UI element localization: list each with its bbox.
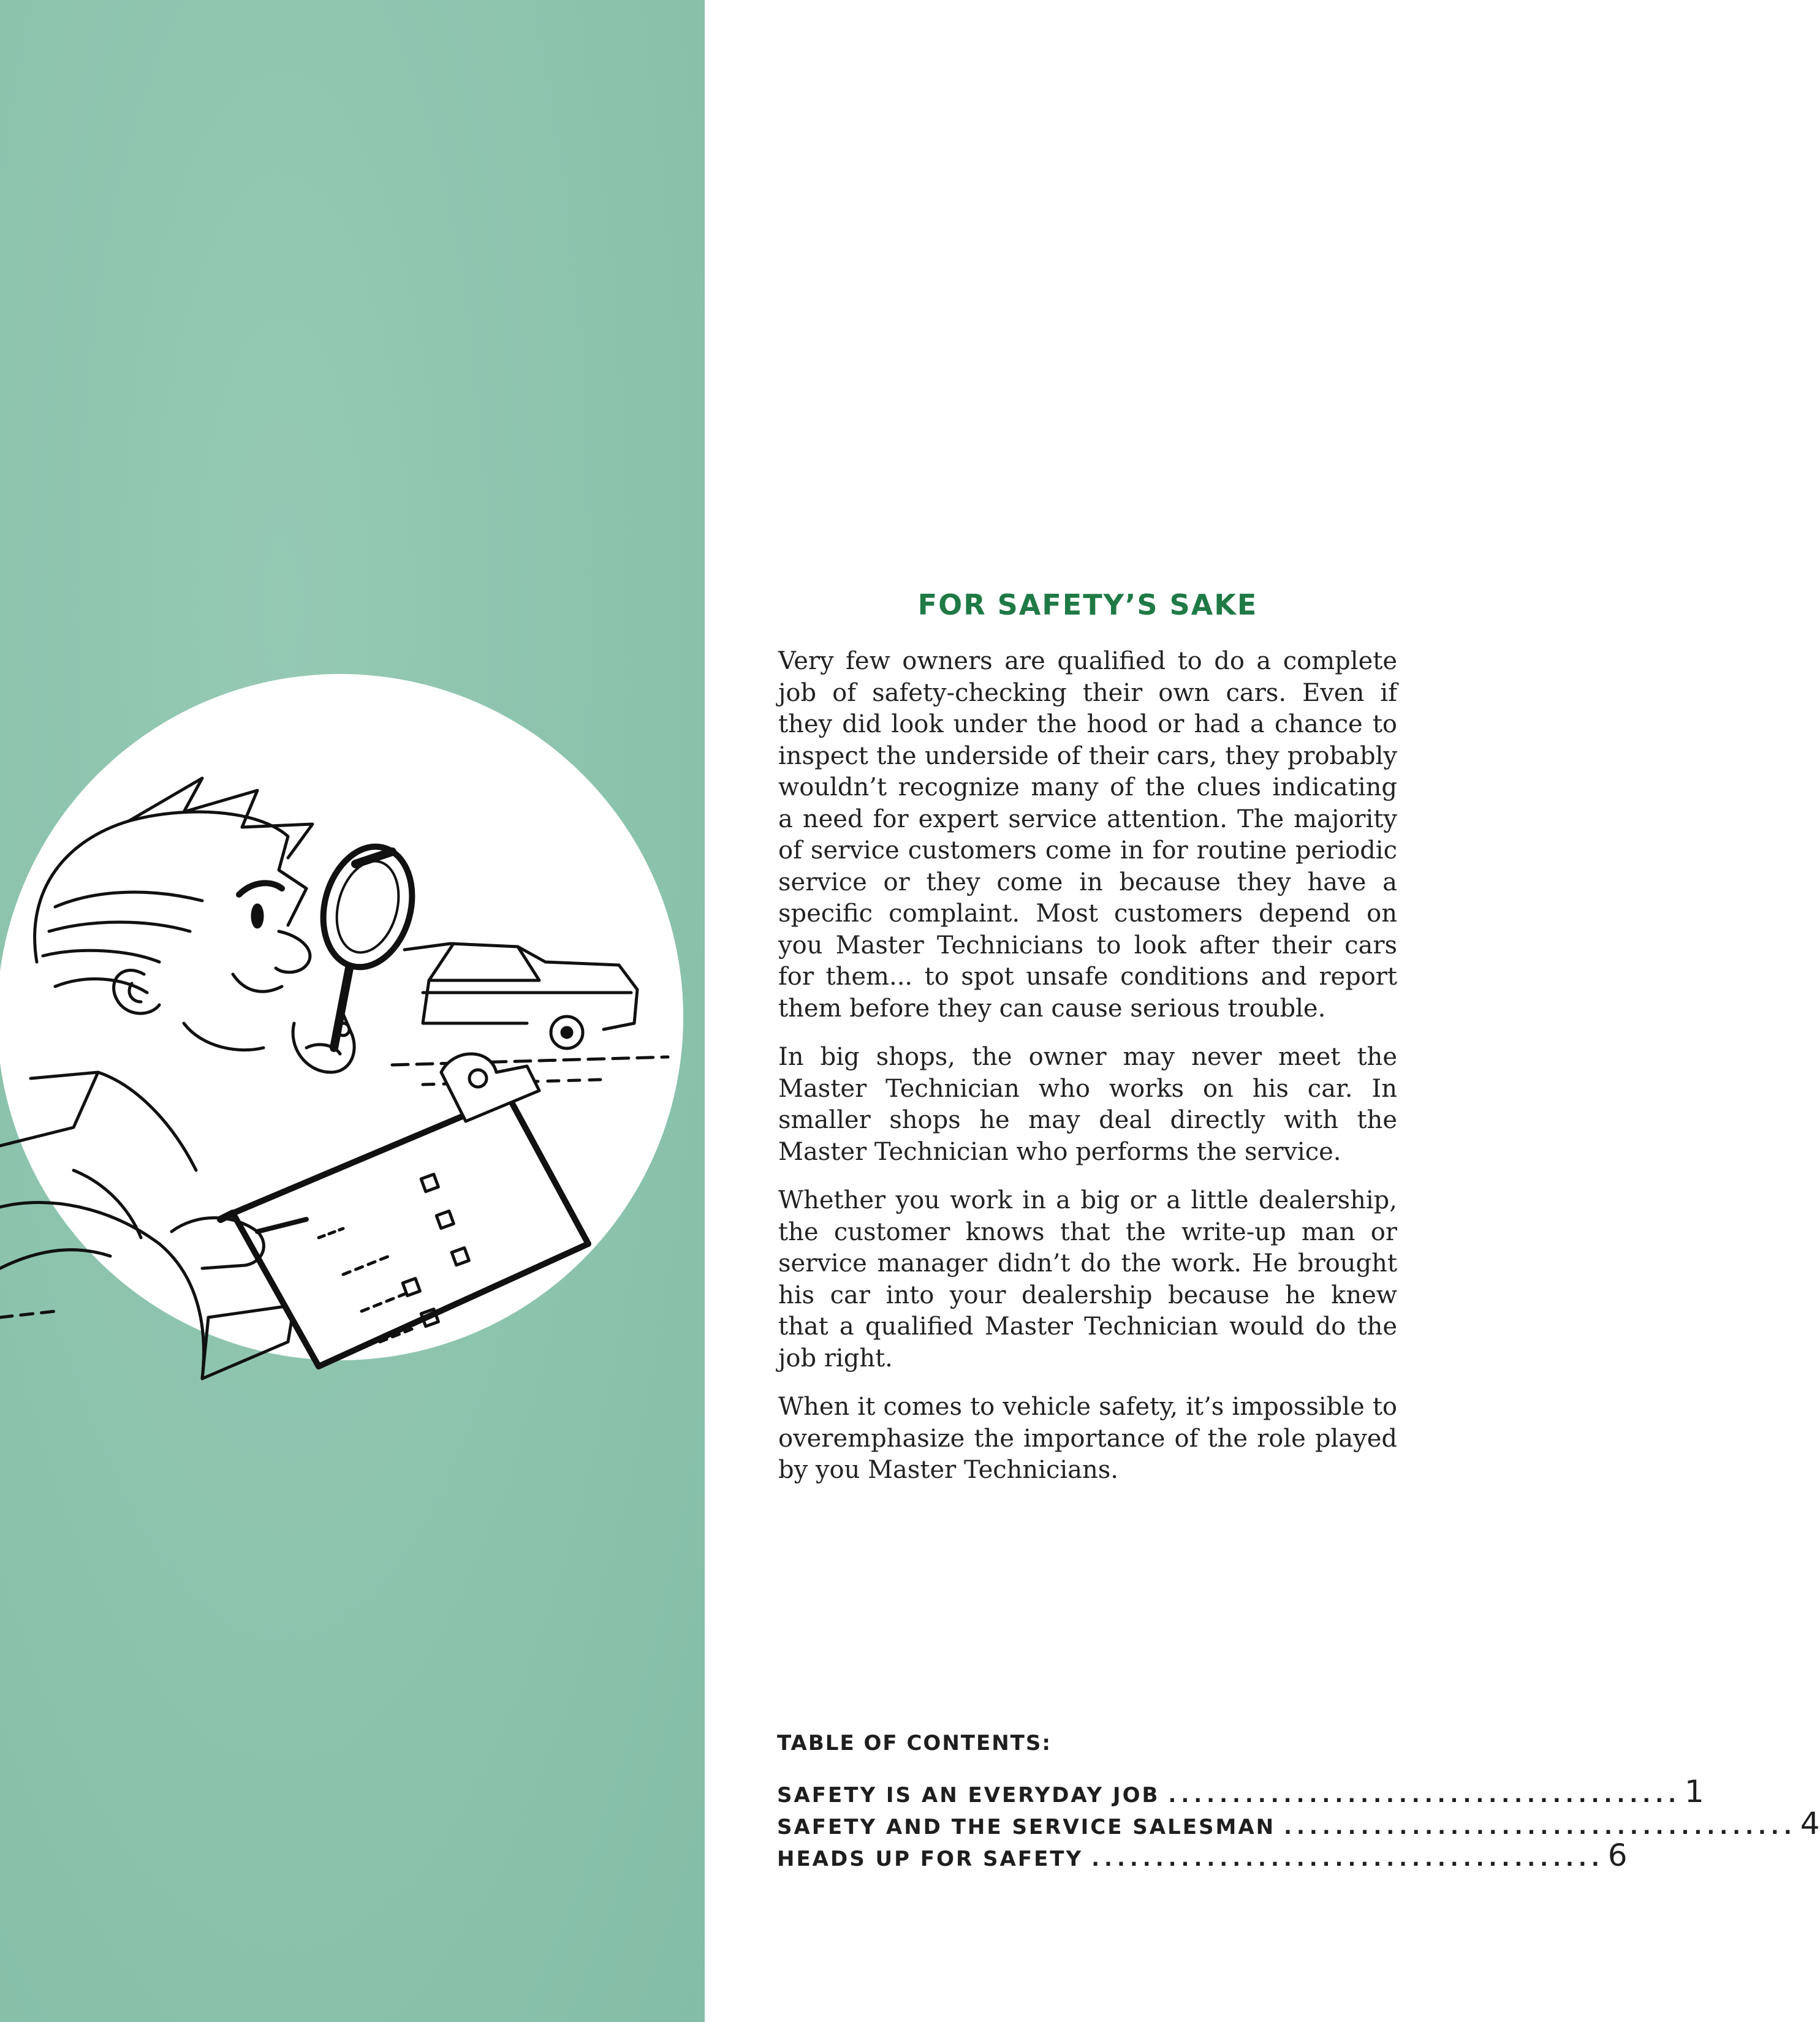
article-paragraph-2: In big shops, the owner may never meet the Master Technician who works on his car. In smaller shops he may deal directly with the Master Technician who performs the service. bbox=[778, 1043, 1397, 1166]
toc-entry-page: 6 bbox=[1607, 1838, 1628, 1873]
mechanic-illustration bbox=[0, 705, 705, 1471]
article-paragraph-3: Whether you work in a big or a little dealership, the customer knows that the write-up man or service manager didn’t do the work. He brought his car into your dealership because he knew that a qualified Master Technician would do the job right. bbox=[778, 1186, 1397, 1373]
article bbox=[778, 588, 1397, 1504]
article-paragraph-1: Very few owners are qualified to do a complete job of safety-checking their own cars. Even if they did look under the hood or had a chance to inspect the underside of their cars, they probably wouldn’t recognize many of the clues indicating a need for expert service attention. The majority of service customers come in for routine periodic service or they come in because they have a specific complaint. Most customers depend on you Master Technicians to look after their cars for them... to spot unsafe conditions and report them before they can cause serious trouble. bbox=[778, 647, 1397, 1023]
toc-leader-dots: ........................................ bbox=[1091, 1847, 1604, 1871]
toc-entry-label: SAFETY AND THE SERVICE SALESMAN bbox=[777, 1815, 1276, 1839]
toc-entry-label: HEADS UP FOR SAFETY bbox=[777, 1847, 1083, 1871]
toc-entry-page: 4 bbox=[1800, 1806, 1820, 1841]
toc-entry-page: 1 bbox=[1685, 1774, 1704, 1809]
article-title: FOR SAFETY’S SAKE bbox=[917, 588, 1258, 621]
toc-entry[interactable] bbox=[777, 1806, 1820, 1841]
toc-title: TABLE OF CONTENTS: bbox=[777, 1731, 1052, 1755]
toc-entry[interactable] bbox=[777, 1774, 1704, 1809]
article-paragraph-4: When it comes to vehicle safety, it’s impossible to overemphasize the importance of the role played by you Master Technicians. bbox=[778, 1393, 1397, 1484]
toc-leader-dots: ........................................ bbox=[1284, 1815, 1797, 1839]
toc-entry-label: SAFETY IS AN EVERYDAY JOB bbox=[777, 1783, 1160, 1808]
toc-leader-dots: ........................................ bbox=[1168, 1783, 1682, 1808]
table-of-contents bbox=[777, 1731, 1820, 1873]
toc-entry[interactable] bbox=[777, 1838, 1628, 1873]
